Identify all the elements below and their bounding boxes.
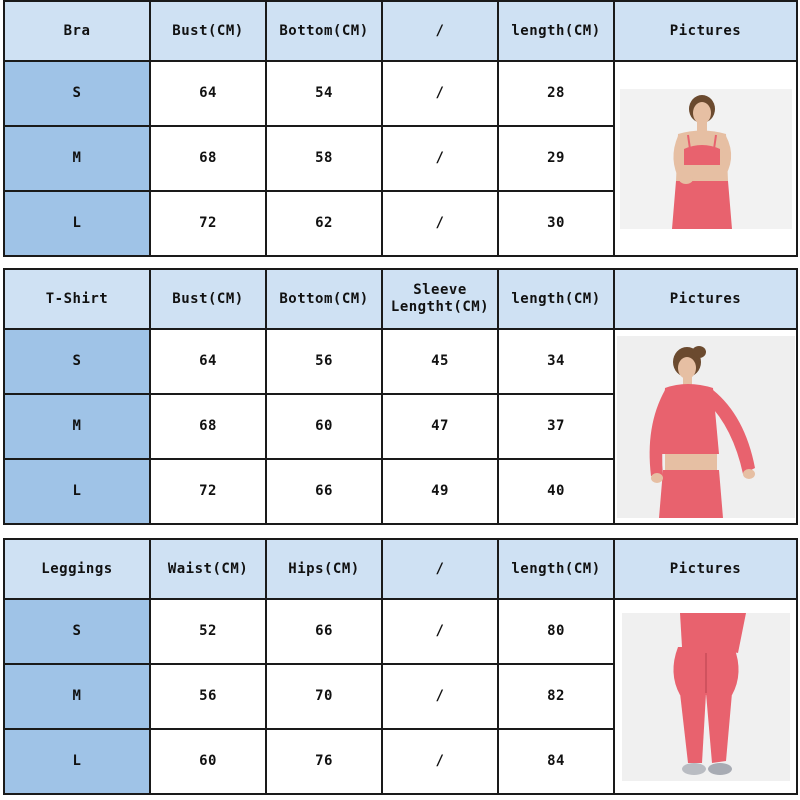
sleeve-header-line1: Sleeve bbox=[413, 282, 467, 298]
bra-category-header: Bra bbox=[4, 1, 150, 61]
table-cell: 72 bbox=[150, 459, 266, 524]
leggings-pictures-header: Pictures bbox=[614, 539, 797, 599]
table-cell: 58 bbox=[266, 126, 382, 191]
table-cell: 52 bbox=[150, 599, 266, 664]
table-cell: 60 bbox=[266, 394, 382, 459]
table-cell: 66 bbox=[266, 459, 382, 524]
table-cell: 80 bbox=[498, 599, 614, 664]
table-cell: 84 bbox=[498, 729, 614, 794]
table-cell: 54 bbox=[266, 61, 382, 126]
tshirt-sleeve-header bbox=[382, 269, 498, 329]
size-cell: M bbox=[4, 394, 150, 459]
leggings-slash-header: / bbox=[382, 539, 498, 599]
tshirt-bottom-header: Bottom(CM) bbox=[266, 269, 382, 329]
tshirt-size-table bbox=[3, 268, 798, 525]
bra-bottom-header: Bottom(CM) bbox=[266, 1, 382, 61]
size-cell: S bbox=[4, 329, 150, 394]
table-cell: / bbox=[382, 61, 498, 126]
table-cell: 49 bbox=[382, 459, 498, 524]
table-row bbox=[4, 329, 797, 394]
table-cell: 82 bbox=[498, 664, 614, 729]
table-cell: 45 bbox=[382, 329, 498, 394]
leggings-length-header: length(CM) bbox=[498, 539, 614, 599]
sleeve-header-line2: Lengtht(CM) bbox=[390, 299, 490, 315]
table-cell: 68 bbox=[150, 126, 266, 191]
tshirt-picture-cell bbox=[614, 329, 797, 524]
leggings-size-table bbox=[3, 538, 798, 795]
table-cell: 60 bbox=[150, 729, 266, 794]
bra-slash-header: / bbox=[382, 1, 498, 61]
bra-bust-header: Bust(CM) bbox=[150, 1, 266, 61]
table-row bbox=[4, 599, 797, 664]
table-cell: 47 bbox=[382, 394, 498, 459]
bra-picture-cell bbox=[614, 61, 797, 256]
table-cell: 56 bbox=[150, 664, 266, 729]
bra-size-table bbox=[3, 0, 798, 257]
size-cell: L bbox=[4, 191, 150, 256]
leggings-picture-cell bbox=[614, 599, 797, 794]
table-cell: 40 bbox=[498, 459, 614, 524]
bra-product-photo bbox=[620, 89, 792, 229]
bra-pictures-header: Pictures bbox=[614, 1, 797, 61]
leggings-product-photo bbox=[622, 613, 790, 781]
tshirt-length-header: length(CM) bbox=[498, 269, 614, 329]
table-cell: 28 bbox=[498, 61, 614, 126]
table-cell: 62 bbox=[266, 191, 382, 256]
table-cell: / bbox=[382, 729, 498, 794]
table-cell: 64 bbox=[150, 329, 266, 394]
leggings-header-row bbox=[4, 539, 797, 599]
table-cell: / bbox=[382, 664, 498, 729]
table-cell: 30 bbox=[498, 191, 614, 256]
table-cell: 68 bbox=[150, 394, 266, 459]
table-row bbox=[4, 61, 797, 126]
size-cell: L bbox=[4, 459, 150, 524]
size-cell: M bbox=[4, 126, 150, 191]
table-cell: / bbox=[382, 599, 498, 664]
table-cell: 56 bbox=[266, 329, 382, 394]
tshirt-pictures-header: Pictures bbox=[614, 269, 797, 329]
tshirt-category-header: T-Shirt bbox=[4, 269, 150, 329]
tshirt-header-row bbox=[4, 269, 797, 329]
leggings-hips-header: Hips(CM) bbox=[266, 539, 382, 599]
bra-header-row bbox=[4, 1, 797, 61]
tshirt-bust-header: Bust(CM) bbox=[150, 269, 266, 329]
table-cell: 70 bbox=[266, 664, 382, 729]
table-cell: / bbox=[382, 191, 498, 256]
leggings-category-header: Leggings bbox=[4, 539, 150, 599]
table-cell: / bbox=[382, 126, 498, 191]
table-cell: 64 bbox=[150, 61, 266, 126]
size-cell: L bbox=[4, 729, 150, 794]
tshirt-product-photo bbox=[617, 336, 795, 518]
bra-length-header: length(CM) bbox=[498, 1, 614, 61]
table-cell: 76 bbox=[266, 729, 382, 794]
table-cell: 37 bbox=[498, 394, 614, 459]
size-cell: S bbox=[4, 61, 150, 126]
table-cell: 29 bbox=[498, 126, 614, 191]
table-cell: 72 bbox=[150, 191, 266, 256]
table-cell: 66 bbox=[266, 599, 382, 664]
size-cell: M bbox=[4, 664, 150, 729]
size-cell: S bbox=[4, 599, 150, 664]
leggings-waist-header: Waist(CM) bbox=[150, 539, 266, 599]
table-cell: 34 bbox=[498, 329, 614, 394]
